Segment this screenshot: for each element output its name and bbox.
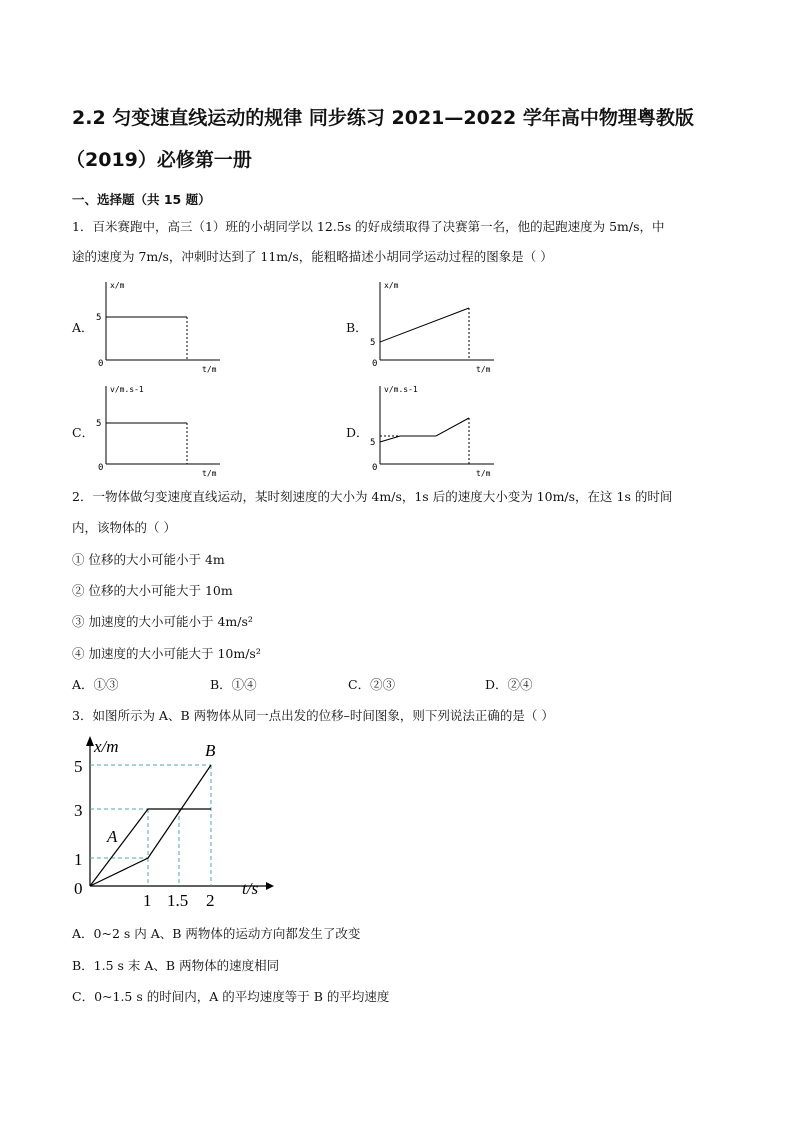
q2-choice-c[interactable]: C．②③: [348, 677, 396, 692]
question-1-line1: 1．百米赛跑中，高三（1）班的小胡同学以 12.5s 的好成绩取得了决赛第一名，他的起跑速度为 5m/s，中: [72, 219, 665, 234]
q2-choice-b[interactable]: B．①④: [210, 677, 257, 692]
q1-option-a-label[interactable]: A．: [72, 320, 94, 335]
q3-option-a[interactable]: A．0~2 s 内 A、B 两物体的运动方向都发生了改变: [72, 926, 361, 941]
q1-b-origin: 0: [372, 359, 378, 369]
q3-xtick-2: 2: [206, 891, 215, 910]
q3-xtick-1: 1: [143, 891, 152, 910]
q1-option-d-graph[interactable]: [366, 380, 506, 480]
question-3-line: 3．如图所示为 A、B 两物体从同一点出发的位移–时间图象，则下列说法正确的是（ ）: [72, 708, 554, 723]
q1-option-b-graph[interactable]: [366, 276, 506, 376]
q3-option-c[interactable]: C．0~1.5 s 的时间内，A 的平均速度等于 B 的平均速度: [72, 989, 390, 1004]
q1-d-origin: 0: [372, 463, 378, 473]
q1-option-b-label[interactable]: B．: [346, 320, 368, 335]
q3-y-axis-label: x/m: [94, 737, 119, 756]
q2-item-3: ③ 加速度的大小可能小于 4m/s²: [72, 614, 253, 629]
q1-b-tick5: 5: [370, 338, 376, 348]
q3-origin: 0: [74, 879, 83, 898]
q1-b-ylabel: x/m: [384, 281, 399, 290]
q3-x-axis-label: t/s: [242, 879, 259, 898]
q3-xtick-1-5: 1.5: [167, 891, 189, 910]
document-title-line1: 2.2 匀变速直线运动的规律 同步练习 2021—2022 学年高中物理粤教版: [72, 107, 694, 129]
q3-ytick-5: 5: [74, 757, 83, 776]
q1-c-xlabel: t/m: [202, 469, 217, 478]
q2-item-2: ② 位移的大小可能大于 10m: [72, 583, 233, 598]
q3-line-b-label: B: [205, 741, 216, 760]
question-2-line2: 内，该物体的（ ）: [72, 520, 176, 535]
q1-c-origin: 0: [98, 463, 104, 473]
q3-ytick-1: 1: [74, 850, 83, 869]
q2-item-4: ④ 加速度的大小可能大于 10m/s²: [72, 646, 261, 661]
q2-choice-a[interactable]: A．①③: [72, 677, 119, 692]
q2-choice-d[interactable]: D．②④: [485, 677, 533, 692]
q1-c-tick5: 5: [96, 419, 102, 429]
document-title-line2: （2019）必修第一册: [66, 149, 252, 171]
q1-a-tick5: 5: [96, 313, 102, 323]
question-1-line2: 途的速度为 7m/s，冲刺时达到了 11m/s，能粗略描述小胡同学运动过程的图象是（ ）: [72, 249, 553, 264]
q2-item-1: ① 位移的大小可能小于 4m: [72, 552, 225, 567]
q1-option-c-graph[interactable]: [92, 380, 232, 480]
section-heading: 一、选择题（共 15 题）: [72, 192, 211, 207]
q1-d-tick5: 5: [370, 438, 376, 448]
q1-a-xlabel: t/m: [202, 365, 217, 374]
q1-c-ylabel: v/m.s-1: [110, 385, 144, 394]
q3-line-a-label: A: [107, 827, 118, 846]
q1-option-d-label[interactable]: D．: [346, 425, 369, 440]
q1-a-origin: 0: [98, 359, 104, 369]
q1-a-ylabel: x/m: [110, 281, 125, 290]
q1-option-c-label[interactable]: C．: [72, 425, 95, 440]
question-2-line1: 2．一物体做匀变速度直线运动，某时刻速度的大小为 4m/s，1s 后的速度大小变为 10m/s，在这 1s 的时间: [72, 489, 673, 504]
q3-displacement-time-graph: [70, 730, 280, 914]
q1-d-ylabel: v/m.s-1: [384, 385, 418, 394]
q1-d-xlabel: t/m: [476, 469, 491, 478]
q1-b-xlabel: t/m: [476, 365, 491, 374]
q1-option-a-graph[interactable]: [92, 276, 232, 376]
q3-ytick-3: 3: [74, 801, 83, 820]
q3-option-b[interactable]: B．1.5 s 末 A、B 两物体的速度相同: [72, 958, 280, 973]
